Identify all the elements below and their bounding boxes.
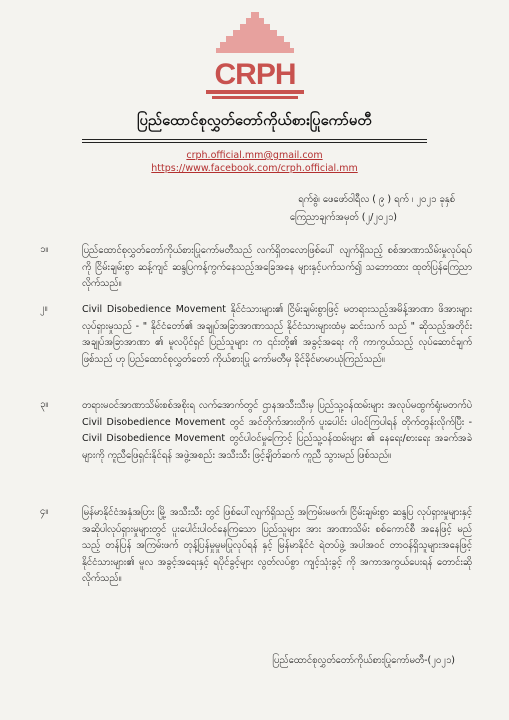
signature-line: ပြည်ထောင်စုလွှတ်တော်ကိုယ်စားပြုကော်မတီ-(၂၀၂၁) [272,655,455,666]
paragraph-text: Civil Disobedience Movement နိုင်ငံသားများ၏ ငြိမ်းချမ်းစွာဖြင့် မတရားသည့်အမိန့်အာဏာ ဖိအားများ လုပ်ရှားမှုသည် - " နိုင်ငံတော်၏ အချုပ်အခြာအာဏာသည် နိုင်ငံသားများထံမှ ဆင်းသက် သည် " ဆိုသည့်အတိုင်း အချုပ်အခြာအာဏာ ၏ မူလပိုင်ရှင် ပြည်သူများ က ၎င်းတို့၏ အခွင့်အရေး ကို ကာကွယ်သည့် လုပ်ဆောင်ချက်ဖြစ်သည် ဟု ပြည်ထောင်စုလွှတ်တော် ကိုယ်စားပြု ကော်မတီမှ ခိုင်ခိုင်မာမာယုံကြည်သည်။ [82,304,472,365]
header-divider-thin [82,142,427,143]
statement-date: ရက်စွဲ၊ ဖေဖော်ဝါရီလ ( ၉ ) ရက် ၊ ၂၀၂၁ ခုနှစ် [298,194,455,205]
paragraph-text: ပြည်ထောင်စုလွှတ်တော်ကိုယ်စားပြုကော်မတီသည် လက်ရှိတလောဖြစ်ပေါ် လျက်ရှိသည့် စစ်အာဏာသိမ်းမှုလုပ်ရပ်ကို ငြိမ်းချမ်းစွာ ဆန့်ကျင် ဆန္ဒပြကန့်ကွက်နေသည့်အခြေအနေ များနှင့်ပက်သက်၍ သဘောထား ထုတ်ပြန်ကြေညာလိုက်သည်။ [82,245,472,289]
paragraph-3 [40,398,472,464]
paragraph-number: ၁။ [40,244,49,255]
paragraph-text: တရားမဝင်အာဏာသိမ်းစစ်အစိုးရ လက်အောက်တွင် ဌာနအသီးသီးမှ ပြည်သူ့ဝန်ထမ်းများ အလုပ်မထွက်ရုံးမတက်ပဲ Civil Disobedience Movement တွင် အင်တိုက်အားတိုက် ပူးပေါင်း ပါဝင်ကြပါရန် တိုက်တွန်းလိုက်ပြီး - Civil Disobedience Movement တွင်ပါဝင်မှုကြောင့် ပြည်သူ့ဝန်ထမ်းများ ၏ နေရေး/စားရေး အခက်အခဲများကို ကူညီဖြေရှင်းနိုင်ရန် အဖွဲ့အစည်း အသီးသီး ဖြင့်ချိတ်ဆက် ကူညီ သွားမည် ဖြစ်သည်။ [82,400,472,461]
statement-number: ကြေညာချက်အမှတ် (၂/၂၀၂၁) [289,212,397,223]
paragraph-text: မြန်မာနိုင်ငံအနှံအပြား မြို့ အသီးသီး တွင် ဖြစ်ပေါ်လျက်ရှိသည့် အကြမ်းမဖက်၊ ငြိမ်းချမ်းစွာ ဆန္ဒပြ လုပ်ရှားမှုများနှင့် အဆိုပါလုပ်ရှားမှုများတွင် ပူးပေါင်းပါဝင်နေကြသော ပြည်သူများ အား အာဏာသိမ်း စစ်ကောင်စီ အနေဖြင့် မည်သည့် တန်ပြန် အကြမ်းဖက် တုန့်ပြန်မှုမှုမပြုလုပ်ရန် နှင့် မြန်မာနိုင်ငံ ရဲတပ်ဖွဲ့ အပါအဝင် တာဝန်ရှိသူများအနေဖြင့် နိုင်ငံသားများ၏ မူလ အခွင့်အရေးနှင့် ရပိုင်ခွင့်များ လွတ်လပ်စွာ ကျင့်သုံးခွင့် ကို အကာအကွယ်ပေးရန် တောင်းဆိုလိုက်သည်။ [82,507,472,584]
paragraph-4 [40,505,472,588]
email-link[interactable]: crph.official.mm@gmail.com [186,150,323,161]
paragraph-2 [40,302,472,368]
crph-logo [200,10,310,106]
organization-name: ပြည်ထောင်စုလွှတ်တော်ကိုယ်စားပြုကော်မတီ [137,113,372,129]
paragraph-number: ၃။ [40,399,49,410]
paragraph-1 [40,243,472,293]
paragraph-number: ၂။ [40,303,48,314]
paragraph-number: ၄။ [40,506,49,517]
logo-text: CRPH [214,58,296,91]
parliament-roof-icon [216,12,294,53]
facebook-link[interactable]: https://www.facebook.com/crph.official.mm [151,163,358,174]
header-divider [82,139,427,140]
